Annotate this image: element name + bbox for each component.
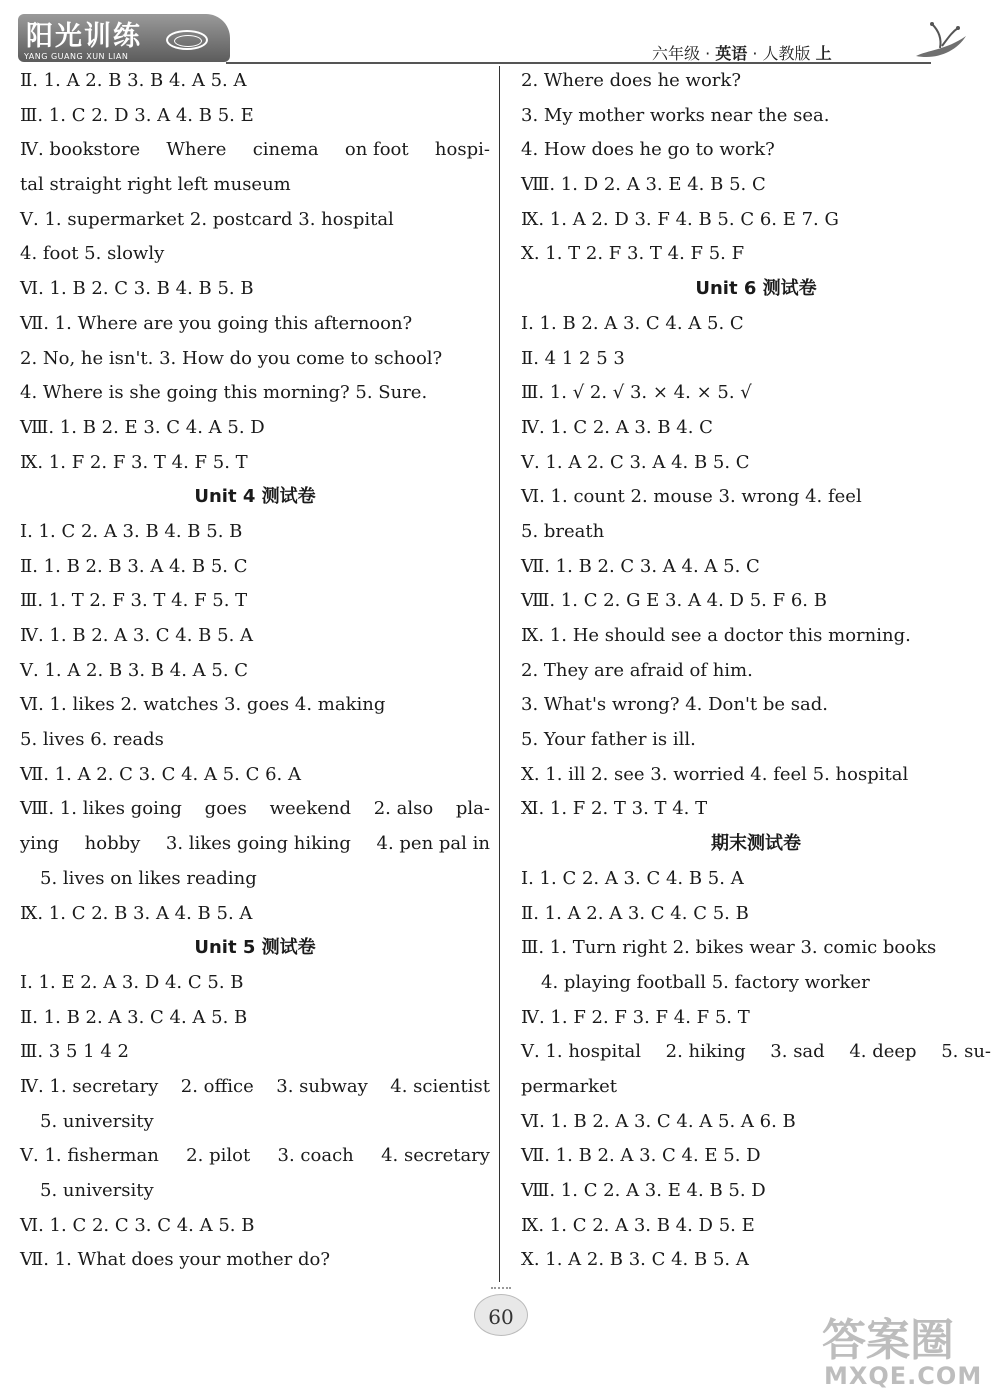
answer-fragment: weekend	[269, 798, 352, 820]
answer-fragment: 5. su-	[941, 1041, 991, 1063]
answer-line: Ⅵ. 1. count 2. mouse 3. wrong 4. feel	[521, 486, 862, 508]
answer-fragment: hobby	[84, 833, 141, 855]
answer-line: Ⅰ. 1. C 2. A 3. B 4. B 5. B	[20, 520, 243, 542]
answer-fragment: Ⅴ. 1. fisherman	[20, 1145, 159, 1167]
answer-line: Ⅶ. 1. What does your mother do?	[20, 1249, 330, 1271]
answer-line: 4. Where is she going this morning? 5. Sure.	[20, 382, 428, 404]
brand-pinyin: YANG GUANG XUN LIAN	[24, 52, 129, 61]
answer-column-left	[20, 64, 490, 1278]
answer-fragment: 4. secretary	[381, 1145, 490, 1167]
answer-line: 5. Your father is ill.	[521, 729, 696, 751]
answer-line: 4. foot 5. slowly	[20, 243, 165, 265]
answer-line: Ⅱ. 4 1 2 5 3	[521, 347, 625, 369]
answer-fragment: goes	[204, 798, 247, 820]
answer-line	[20, 1139, 490, 1174]
answer-line: Ⅶ. 1. B 2. C 3. A 4. A 5. C	[521, 555, 760, 577]
answer-line: Ⅷ. 1. B 2. E 3. C 4. A 5. D	[20, 416, 265, 438]
book-info	[652, 41, 832, 64]
answer-line: 4. How does he go to work?	[521, 139, 775, 161]
answer-fragment: Ⅳ. bookstore	[20, 139, 141, 161]
answer-line	[20, 133, 490, 168]
answer-line: Ⅲ. 1. C 2. D 3. A 4. B 5. E	[20, 104, 254, 126]
answer-line: 2. Where does he work?	[521, 70, 741, 91]
answer-line: Ⅹ. 1. T 2. F 3. T 4. F 5. F	[521, 243, 745, 265]
answer-line: Ⅸ. 1. C 2. A 3. B 4. D 5. E	[521, 1214, 755, 1236]
watermark-glyphs: 答案圈	[822, 1315, 954, 1366]
answer-line: Ⅰ. 1. E 2. A 3. D 4. C 5. B	[20, 971, 244, 993]
answer-fragment: Ⅷ. 1. likes going	[20, 798, 182, 820]
answer-fragment: 3. likes going hiking	[165, 833, 351, 855]
watermark-text: MXQE.COM	[824, 1362, 983, 1390]
answer-fragment: 2. office	[180, 1075, 254, 1097]
answer-fragment: on foot	[344, 139, 409, 161]
answer-fragment: pla-	[455, 798, 490, 820]
answer-line: Ⅸ. 1. F 2. F 3. T 4. F 5. T	[20, 451, 248, 473]
answer-fragment: Ⅴ. 1. hospital	[521, 1041, 642, 1063]
answer-line: Ⅸ. 1. He should see a doctor this morning.	[521, 625, 911, 646]
answer-fragment: 2. pilot	[186, 1145, 251, 1167]
answer-line: 2. No, he isn't. 3. How do you come to school?	[20, 347, 443, 369]
grade-label: 六年级 ·	[652, 44, 716, 63]
subject-label: 英语	[715, 44, 748, 63]
answer-line: Ⅱ. 1. B 2. B 3. A 4. B 5. C	[20, 555, 248, 577]
answer-line: permarket	[521, 1075, 617, 1097]
section-heading: Unit 5 测试卷	[194, 937, 316, 959]
answer-line	[20, 1070, 490, 1105]
section-heading: Unit 4 测试卷	[194, 486, 316, 508]
answer-line: Ⅵ. 1. C 2. C 3. C 4. A 5. B	[20, 1214, 255, 1236]
answer-line: Ⅲ. 1. T 2. F 3. T 4. F 5. T	[20, 590, 248, 612]
answer-line: Ⅹ. 1. A 2. B 3. C 4. B 5. A	[521, 1249, 749, 1271]
answer-line: 2. They are afraid of him.	[521, 659, 753, 681]
answer-line: Ⅵ. 1. B 2. A 3. C 4. A 5. A 6. B	[521, 1110, 796, 1132]
answer-line: Ⅹ. 1. ill 2. see 3. worried 4. feel 5. hospital	[521, 763, 909, 785]
answer-line: 5. breath	[521, 520, 605, 542]
answer-fragment: cinema	[252, 139, 319, 161]
answer-line: Ⅱ. 1. B 2. A 3. C 4. A 5. B	[20, 1006, 248, 1028]
answer-line	[521, 1035, 991, 1070]
answer-line: Ⅵ. 1. likes 2. watches 3. goes 4. making	[20, 694, 386, 716]
answer-fragment: 4. pen pal in	[376, 833, 490, 855]
column-divider	[499, 66, 500, 1282]
answer-line: Ⅸ. 1. A 2. D 3. F 4. B 5. C 6. E 7. G	[521, 208, 839, 230]
answer-line: Ⅲ. 1. √ 2. √ 3. × 4. × 5. √	[521, 382, 752, 404]
answer-fragment: hospi-	[434, 139, 490, 161]
answer-line: Ⅶ. 1. B 2. A 3. C 4. E 5. D	[521, 1145, 761, 1167]
answer-line: 3. What's wrong? 4. Don't be sad.	[521, 694, 828, 716]
answer-line: Ⅸ. 1. C 2. B 3. A 4. B 5. A	[20, 902, 253, 924]
answer-fragment: 3. coach	[277, 1145, 354, 1167]
brand-title: 阳光训练	[26, 21, 142, 52]
answer-line: Ⅴ. 1. supermarket 2. postcard 3. hospital	[20, 208, 394, 230]
answer-line: Ⅰ. 1. C 2. A 3. C 4. B 5. A	[521, 867, 744, 889]
answer-line: Ⅷ. 1. D 2. A 3. E 4. B 5. C	[521, 174, 766, 196]
section-heading: Unit 6 测试卷	[695, 278, 817, 300]
answer-line: Ⅶ. 1. A 2. C 3. C 4. A 5. C 6. A	[20, 763, 301, 785]
page-number: 60	[474, 1294, 528, 1336]
volume-label: 上	[815, 44, 832, 63]
answer-line: Ⅴ. 1. A 2. C 3. A 4. B 5. C	[521, 451, 750, 473]
leaf-icon	[912, 20, 970, 60]
answer-fragment: 3. subway	[276, 1075, 368, 1097]
answer-line: tal straight right left museum	[20, 174, 291, 196]
answer-line: Ⅷ. 1. C 2. G E 3. A 4. D 5. F 6. B	[521, 590, 827, 612]
answer-fragment: 4. deep	[849, 1041, 917, 1063]
answer-fragment: 3. sad	[770, 1041, 825, 1063]
answer-line	[20, 827, 490, 862]
answer-line: Ⅱ. 1. A 2. B 3. B 4. A 5. A	[20, 70, 247, 91]
answer-line: Ⅶ. 1. Where are you going this afternoon?	[20, 312, 413, 334]
answer-fragment: 4. scientist	[390, 1075, 490, 1097]
page-header	[0, 0, 1000, 66]
answer-fragment: 2. hiking	[665, 1041, 746, 1063]
answer-line: 5. lives on likes reading	[40, 867, 257, 889]
answer-line: Ⅳ. 1. C 2. A 3. B 4. C	[521, 416, 713, 438]
emblem-icon	[166, 30, 208, 50]
answer-line: 5. university	[40, 1110, 154, 1132]
answer-line: Ⅵ. 1. B 2. C 3. B 4. B 5. B	[20, 278, 254, 300]
watermark-logo	[818, 1304, 988, 1394]
answer-line	[20, 792, 490, 827]
answer-line: Ⅰ. 1. B 2. A 3. C 4. A 5. C	[521, 312, 744, 334]
answer-fragment: Ⅳ. 1. secretary	[20, 1075, 159, 1097]
answer-line: Ⅱ. 1. A 2. A 3. C 4. C 5. B	[521, 902, 749, 924]
answer-line: 3. My mother works near the sea.	[521, 104, 830, 126]
answer-line: 5. lives 6. reads	[20, 729, 164, 751]
answer-fragment: 2. also	[373, 798, 434, 820]
answer-line: Ⅷ. 1. C 2. A 3. E 4. B 5. D	[521, 1180, 766, 1201]
answer-line: 4. playing football 5. factory worker	[541, 971, 870, 993]
answer-line: Ⅺ. 1. F 2. T 3. T 4. T	[521, 798, 708, 820]
answer-line: Ⅲ. 3 5 1 4 2	[20, 1041, 129, 1063]
answer-line: Ⅲ. 1. Turn right 2. bikes wear 3. comic books	[521, 937, 937, 959]
answer-line: Ⅳ. 1. F 2. F 3. F 4. F 5. T	[521, 1006, 750, 1028]
section-heading: 期末测试卷	[711, 833, 801, 855]
answer-column-right	[521, 64, 991, 1278]
answer-line: Ⅴ. 1. A 2. B 3. B 4. A 5. C	[20, 659, 249, 681]
answer-line: Ⅳ. 1. B 2. A 3. C 4. B 5. A	[20, 625, 254, 646]
answer-fragment: ying	[20, 833, 60, 855]
answer-line: 5. university	[40, 1180, 154, 1201]
edition-label: · 人教版	[747, 44, 816, 63]
answer-fragment: Where	[166, 139, 227, 161]
